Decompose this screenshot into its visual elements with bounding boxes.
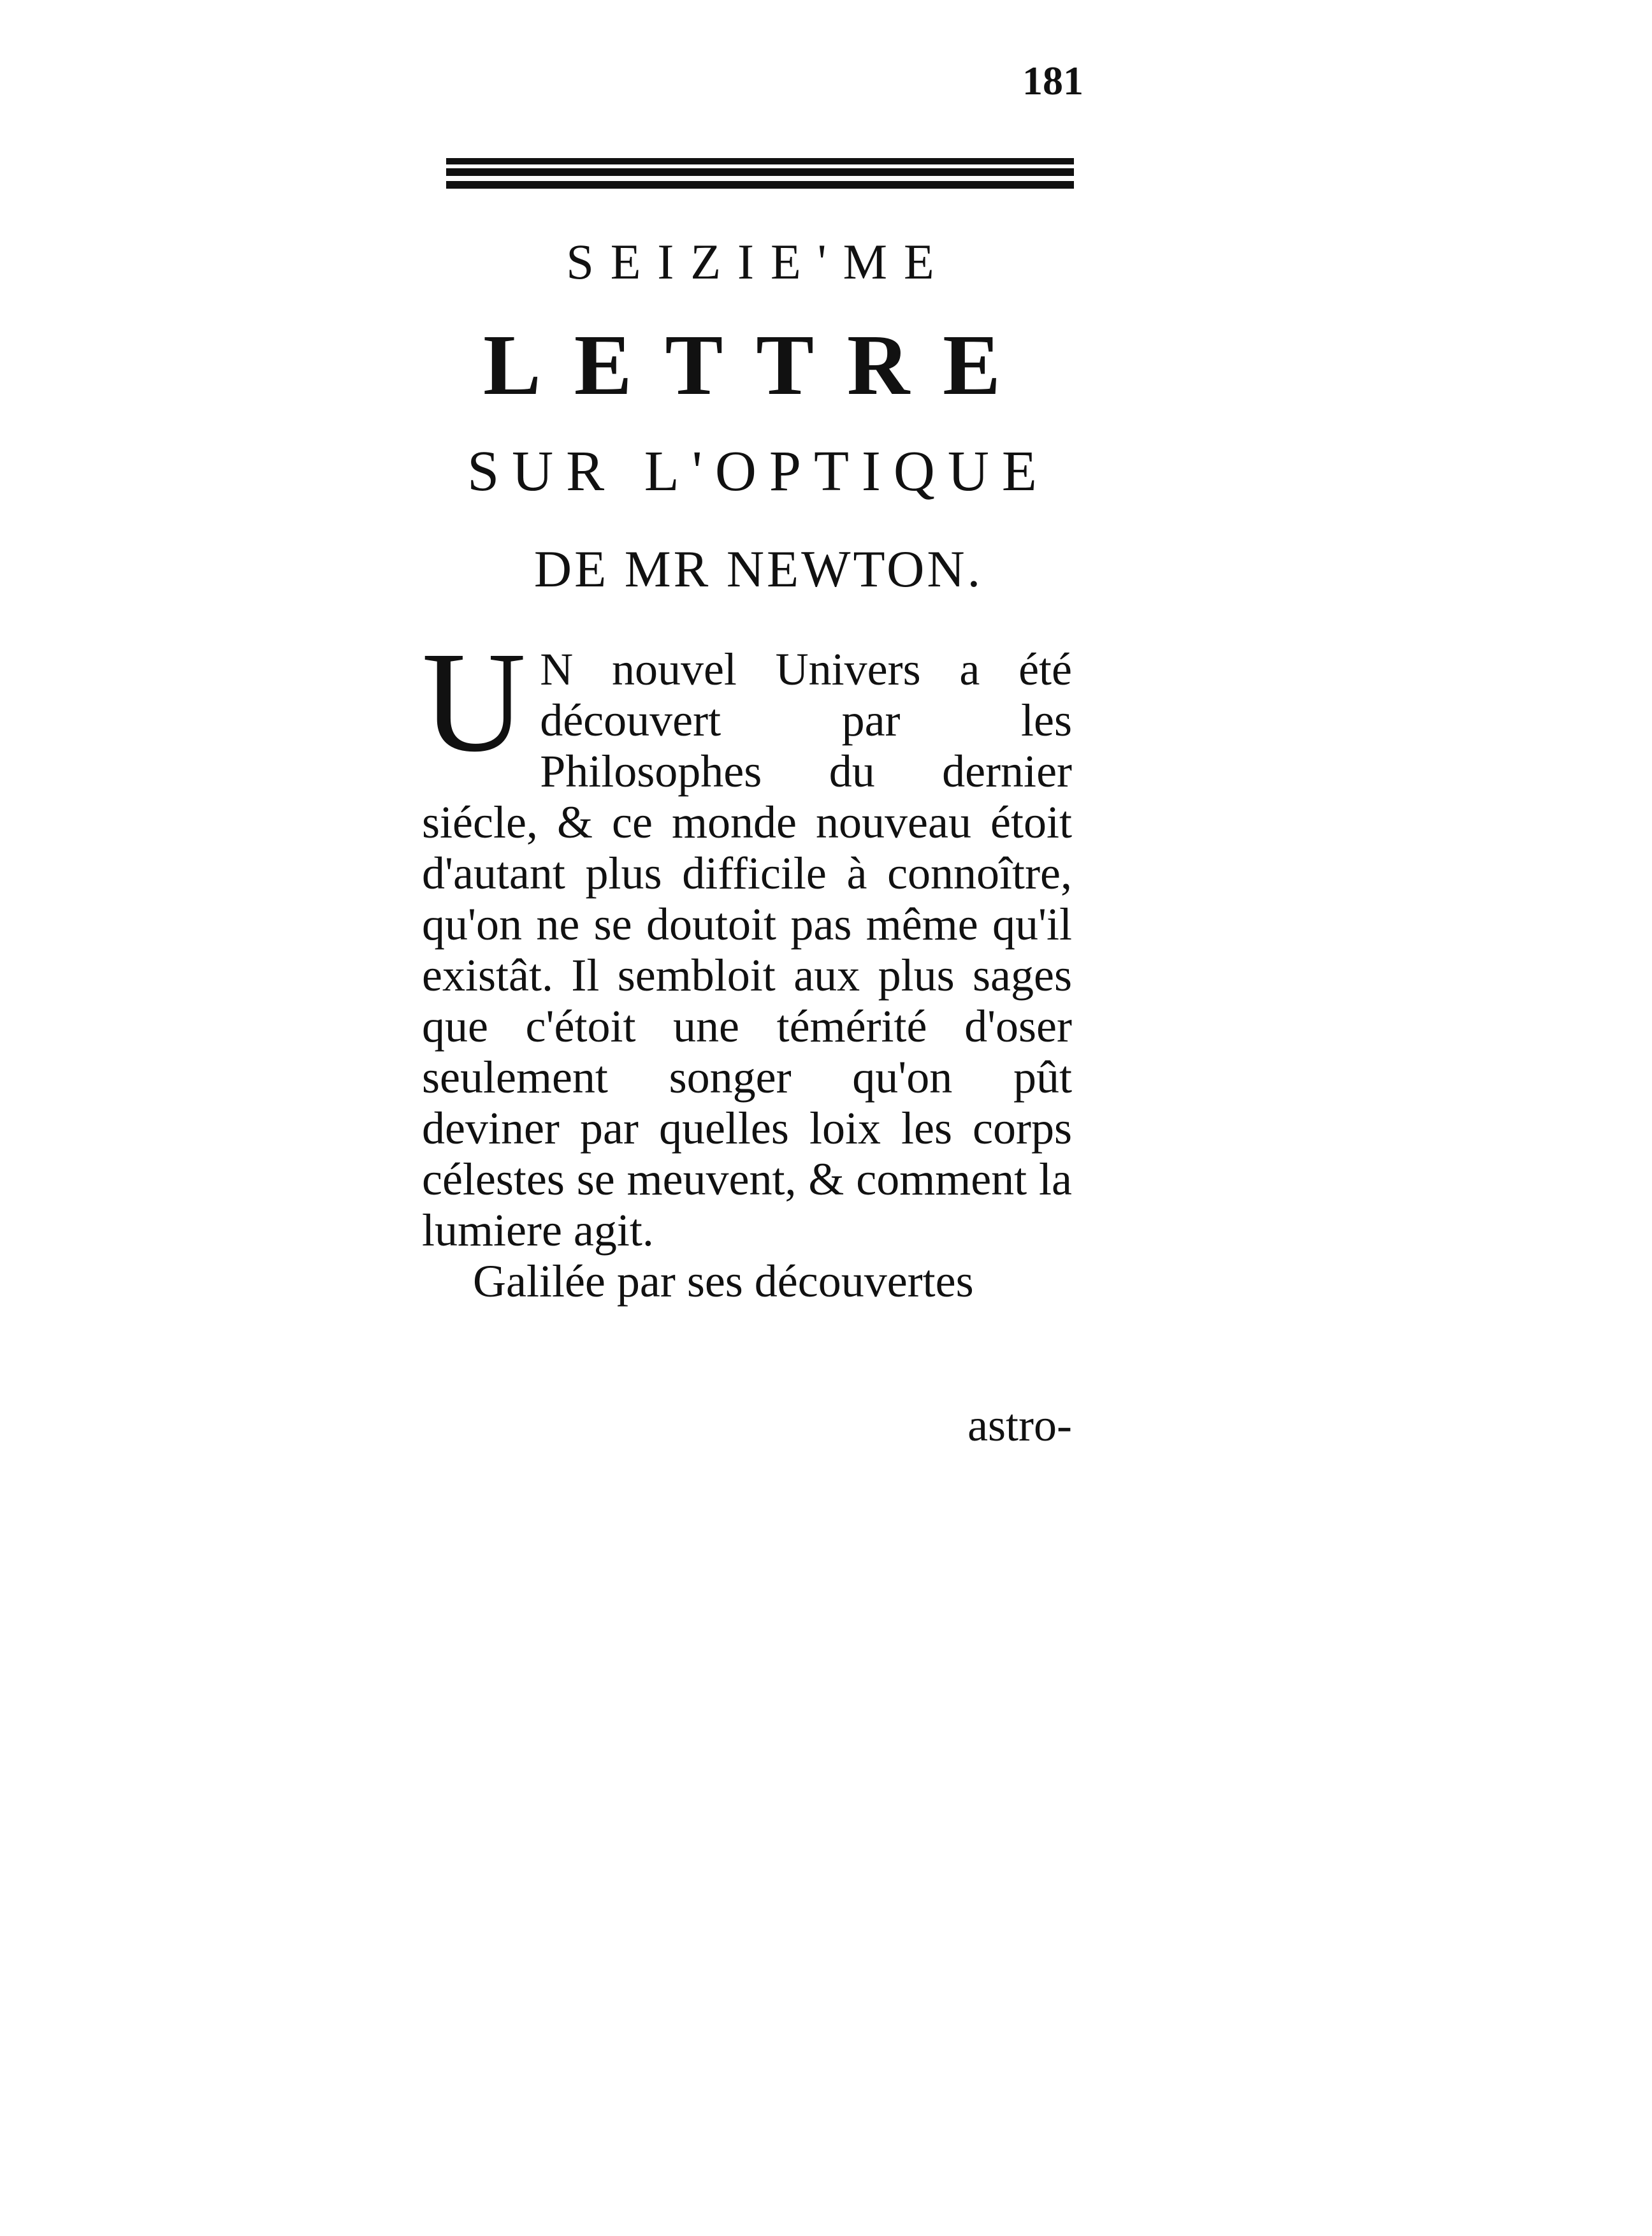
page-number: 181 (1022, 58, 1083, 103)
paragraph-1 (422, 622, 1072, 1256)
heading-subject: SUR L'OPTIQUE (467, 440, 1050, 503)
rule-line-bottom (446, 181, 1074, 189)
heading-title: LETTRE (483, 317, 1034, 413)
paragraph-2-text: Galilée par ses découvertes (473, 1256, 974, 1307)
catchword: astro- (967, 1400, 1072, 1451)
heading-ordinal: SEIZIE'ME (566, 234, 951, 289)
rule-line-middle (446, 168, 1074, 176)
paragraph-2 (422, 1256, 1072, 1307)
drop-cap: U (422, 622, 526, 781)
rule-line-top (446, 158, 1074, 164)
body-text (422, 622, 1072, 1307)
heading-author: DE MR NEWTON. (533, 540, 983, 598)
header-rule (446, 158, 1074, 191)
paragraph-1-text: N nouvel Univers a été découvert par les Philosophes du dernier siécle, & ce monde nouveau étoit d'autant plus difficile à connoître, qu'on ne se doutoit pas même qu'il existât. Il sembloit aux plus sages que c'étoit une témérité d'oser seulement songer qu'on pût deviner par quelles loix les corps célestes se meuvent, & comment la lumiere agit. (422, 644, 1072, 1256)
